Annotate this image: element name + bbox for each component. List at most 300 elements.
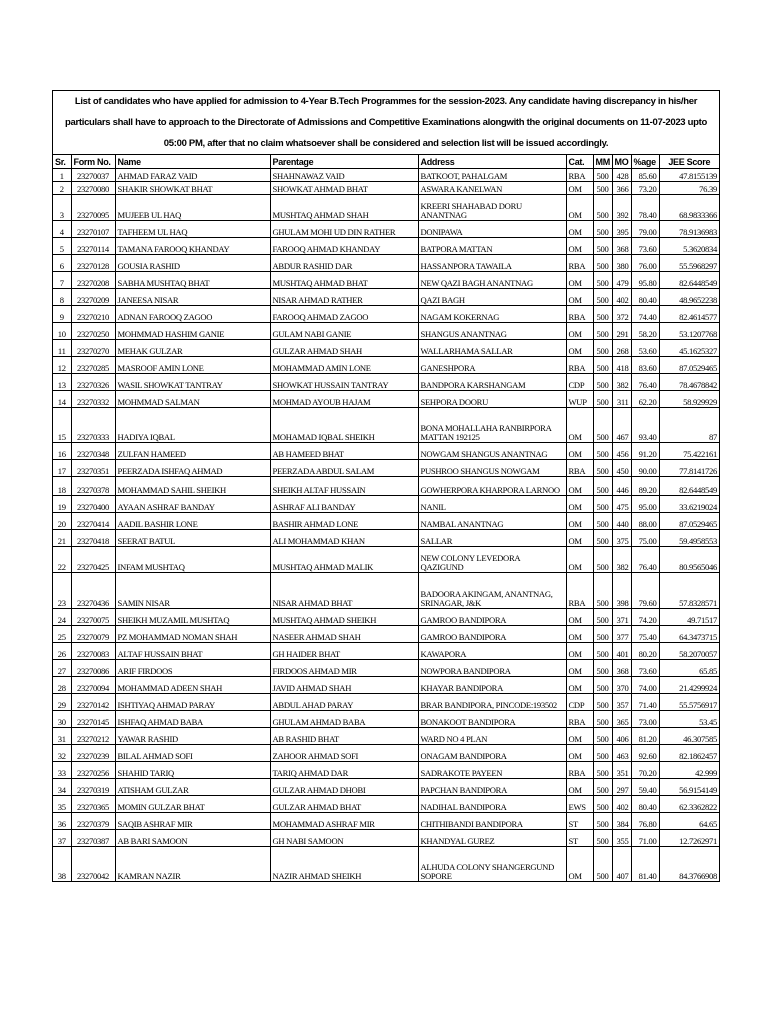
- cell-max-marks: 500: [593, 813, 612, 830]
- cell-address: NADIHAL BANDIPORA: [418, 796, 566, 813]
- cell-parentage: GULAM NABI GANIE: [270, 323, 418, 340]
- cell-address: NOWGAM SHANGUS ANANTNAG: [418, 443, 566, 460]
- candidates-table: [53, 154, 719, 881]
- cell-parentage: FIRDOOS AHMAD MIR: [270, 660, 418, 677]
- cell-marks-obtained: 463: [612, 745, 631, 762]
- cell-max-marks: 500: [593, 694, 612, 711]
- cell-form-no: 23270332: [71, 391, 115, 408]
- cell-jee-score: 87: [659, 408, 719, 443]
- table-row: [53, 847, 719, 881]
- cell-jee-score: 57.8328571: [659, 573, 719, 609]
- cell-jee-score: 55.5756917: [659, 694, 719, 711]
- cell-name: AYAAN ASHRAF BANDAY: [115, 496, 270, 513]
- cell-percentage: 76.40: [631, 374, 659, 391]
- cell-sr: 3: [53, 195, 71, 221]
- table-row: [53, 547, 719, 573]
- cell-category: OM: [566, 728, 593, 745]
- cell-percentage: 59.40: [631, 779, 659, 796]
- cell-category: RBA: [566, 762, 593, 779]
- cell-marks-obtained: 407: [612, 847, 631, 881]
- cell-sr: 22: [53, 547, 71, 573]
- cell-address: WALLARHAMA SALLAR: [418, 340, 566, 357]
- cell-parentage: AB HAMEED BHAT: [270, 443, 418, 460]
- cell-name: YAWAR RASHID: [115, 728, 270, 745]
- cell-form-no: 23270351: [71, 460, 115, 477]
- cell-name: MOHMMAD SALMAN: [115, 391, 270, 408]
- cell-address: SEHPORA DOORU: [418, 391, 566, 408]
- cell-marks-obtained: 375: [612, 530, 631, 547]
- cell-marks-obtained: 479: [612, 272, 631, 289]
- cell-parentage: GH HAIDER BHAT: [270, 643, 418, 660]
- cell-jee-score: 58.929929: [659, 391, 719, 408]
- cell-category: OM: [566, 660, 593, 677]
- cell-address: NAGAM KOKERNAG: [418, 306, 566, 323]
- cell-address: GANESHPORA: [418, 357, 566, 374]
- cell-category: OM: [566, 530, 593, 547]
- cell-address: GOWHERPORA KHARPORA LARNOO: [418, 477, 566, 496]
- cell-category: OM: [566, 443, 593, 460]
- cell-category: RBA: [566, 306, 593, 323]
- cell-address: KAWAPORA: [418, 643, 566, 660]
- cell-category: OM: [566, 289, 593, 306]
- cell-form-no: 23270239: [71, 745, 115, 762]
- cell-max-marks: 500: [593, 609, 612, 626]
- cell-form-no: 23270378: [71, 477, 115, 496]
- cell-parentage: TARIQ AHMAD DAR: [270, 762, 418, 779]
- cell-jee-score: 49.71517: [659, 609, 719, 626]
- cell-address: SADRAKOTE PAYEEN: [418, 762, 566, 779]
- cell-category: RBA: [566, 169, 593, 182]
- header-form-no: Form No.: [71, 155, 115, 169]
- cell-form-no: 23270094: [71, 677, 115, 694]
- table-row: [53, 195, 719, 221]
- cell-category: OM: [566, 496, 593, 513]
- cell-sr: 11: [53, 340, 71, 357]
- cell-max-marks: 500: [593, 323, 612, 340]
- cell-name: BILAL AHMAD SOFI: [115, 745, 270, 762]
- cell-max-marks: 500: [593, 289, 612, 306]
- table-row: [53, 711, 719, 728]
- cell-category: RBA: [566, 711, 593, 728]
- cell-category: OM: [566, 677, 593, 694]
- cell-jee-score: 59.4958553: [659, 530, 719, 547]
- cell-max-marks: 500: [593, 547, 612, 573]
- cell-category: OM: [566, 238, 593, 255]
- cell-marks-obtained: 311: [612, 391, 631, 408]
- cell-max-marks: 500: [593, 711, 612, 728]
- cell-parentage: SHOWKAT AHMAD BHAT: [270, 182, 418, 195]
- table-row: [53, 289, 719, 306]
- cell-sr: 34: [53, 779, 71, 796]
- cell-marks-obtained: 368: [612, 238, 631, 255]
- cell-marks-obtained: 384: [612, 813, 631, 830]
- cell-sr: 19: [53, 496, 71, 513]
- header-percentage: %age: [631, 155, 659, 169]
- cell-form-no: 23270365: [71, 796, 115, 813]
- cell-jee-score: 87.0529465: [659, 357, 719, 374]
- cell-category: EWS: [566, 796, 593, 813]
- cell-jee-score: 64.3473715: [659, 626, 719, 643]
- cell-sr: 32: [53, 745, 71, 762]
- cell-parentage: MUSHTAQ AHMAD SHAH: [270, 195, 418, 221]
- table-row: [53, 643, 719, 660]
- cell-sr: 36: [53, 813, 71, 830]
- cell-address: PUSHROO SHANGUS NOWGAM: [418, 460, 566, 477]
- cell-sr: 31: [53, 728, 71, 745]
- cell-category: CDP: [566, 374, 593, 391]
- cell-max-marks: 500: [593, 391, 612, 408]
- cell-parentage: SHOWKAT HUSSAIN TANTRAY: [270, 374, 418, 391]
- cell-jee-score: 80.9565046: [659, 547, 719, 573]
- cell-sr: 25: [53, 626, 71, 643]
- cell-percentage: 95.00: [631, 496, 659, 513]
- cell-jee-score: 82.4614577: [659, 306, 719, 323]
- cell-name: WASIL SHOWKAT TANTRAY: [115, 374, 270, 391]
- cell-parentage: SHEIKH ALTAF HUSSAIN: [270, 477, 418, 496]
- cell-marks-obtained: 355: [612, 830, 631, 847]
- candidate-list-document: [52, 90, 720, 882]
- cell-parentage: MOHAMMAD ASHRAF MIR: [270, 813, 418, 830]
- table-body: [53, 169, 719, 881]
- cell-form-no: 23270425: [71, 547, 115, 573]
- cell-category: OM: [566, 513, 593, 530]
- cell-form-no: 23270075: [71, 609, 115, 626]
- cell-jee-score: 65.85: [659, 660, 719, 677]
- cell-name: GOUSIA RASHID: [115, 255, 270, 272]
- cell-max-marks: 500: [593, 830, 612, 847]
- cell-percentage: 80.40: [631, 289, 659, 306]
- cell-form-no: 23270250: [71, 323, 115, 340]
- table-row: [53, 677, 719, 694]
- cell-name: MOHMMAD HASHIM GANIE: [115, 323, 270, 340]
- cell-jee-score: 77.8141726: [659, 460, 719, 477]
- cell-percentage: 92.60: [631, 745, 659, 762]
- cell-form-no: 23270418: [71, 530, 115, 547]
- cell-max-marks: 500: [593, 477, 612, 496]
- cell-max-marks: 500: [593, 762, 612, 779]
- cell-percentage: 53.60: [631, 340, 659, 357]
- cell-category: ST: [566, 830, 593, 847]
- header-sr: Sr.: [53, 155, 71, 169]
- cell-form-no: 23270145: [71, 711, 115, 728]
- cell-max-marks: 500: [593, 779, 612, 796]
- table-row: [53, 306, 719, 323]
- cell-marks-obtained: 446: [612, 477, 631, 496]
- cell-category: RBA: [566, 460, 593, 477]
- cell-percentage: 89.20: [631, 477, 659, 496]
- cell-address: NEW COLONY LEVEDORA QAZIGUND: [418, 547, 566, 573]
- cell-category: OM: [566, 340, 593, 357]
- cell-max-marks: 500: [593, 530, 612, 547]
- cell-marks-obtained: 428: [612, 169, 631, 182]
- notice-line-1: List of candidates who have applied for admission to 4-Year B.Tech Programmes for the session-2023. Any candidate having discrepancy in his/her: [74, 96, 698, 107]
- cell-jee-score: 46.307585: [659, 728, 719, 745]
- cell-address: NEW QAZI BAGH ANANTNAG: [418, 272, 566, 289]
- table-row: [53, 796, 719, 813]
- cell-max-marks: 500: [593, 238, 612, 255]
- cell-percentage: 80.20: [631, 643, 659, 660]
- cell-marks-obtained: 475: [612, 496, 631, 513]
- cell-jee-score: 12.7262971: [659, 830, 719, 847]
- cell-form-no: 23270128: [71, 255, 115, 272]
- cell-form-no: 23270285: [71, 357, 115, 374]
- cell-name: AHMAD FARAZ VAID: [115, 169, 270, 182]
- cell-sr: 20: [53, 513, 71, 530]
- cell-name: HADIYA IQBAL: [115, 408, 270, 443]
- notice-title: [53, 91, 719, 154]
- cell-sr: 5: [53, 238, 71, 255]
- cell-address: QAZI BAGH: [418, 289, 566, 306]
- table-row: [53, 626, 719, 643]
- cell-sr: 21: [53, 530, 71, 547]
- cell-form-no: 23270387: [71, 830, 115, 847]
- cell-category: OM: [566, 847, 593, 881]
- cell-form-no: 23270210: [71, 306, 115, 323]
- cell-sr: 18: [53, 477, 71, 496]
- cell-parentage: GH NABI SAMOON: [270, 830, 418, 847]
- cell-jee-score: 68.9833366: [659, 195, 719, 221]
- cell-form-no: 23270348: [71, 443, 115, 460]
- cell-jee-score: 5.3620834: [659, 238, 719, 255]
- cell-parentage: ALI MOHAMMAD KHAN: [270, 530, 418, 547]
- table-row: [53, 779, 719, 796]
- cell-marks-obtained: 401: [612, 643, 631, 660]
- cell-percentage: 90.00: [631, 460, 659, 477]
- cell-parentage: GULZAR AHMAD BHAT: [270, 796, 418, 813]
- cell-marks-obtained: 371: [612, 609, 631, 626]
- cell-category: OM: [566, 626, 593, 643]
- cell-parentage: GULZAR AHMAD SHAH: [270, 340, 418, 357]
- cell-percentage: 93.40: [631, 408, 659, 443]
- cell-form-no: 23270095: [71, 195, 115, 221]
- cell-category: RBA: [566, 573, 593, 609]
- cell-parentage: FAROOQ AHMAD KHANDAY: [270, 238, 418, 255]
- cell-marks-obtained: 297: [612, 779, 631, 796]
- cell-name: SHAHID TARIQ: [115, 762, 270, 779]
- cell-marks-obtained: 291: [612, 323, 631, 340]
- cell-max-marks: 500: [593, 182, 612, 195]
- cell-percentage: 71.00: [631, 830, 659, 847]
- cell-percentage: 75.00: [631, 530, 659, 547]
- cell-address: BONA MOHALLAHA RANBIRPORA MATTAN 192125: [418, 408, 566, 443]
- cell-jee-score: 21.4299924: [659, 677, 719, 694]
- cell-max-marks: 500: [593, 443, 612, 460]
- cell-category: CDP: [566, 694, 593, 711]
- cell-max-marks: 500: [593, 272, 612, 289]
- cell-address: SHANGUS ANANTNAG: [418, 323, 566, 340]
- table-row: [53, 182, 719, 195]
- cell-sr: 17: [53, 460, 71, 477]
- cell-name: MUJEEB UL HAQ: [115, 195, 270, 221]
- cell-sr: 7: [53, 272, 71, 289]
- cell-form-no: 23270414: [71, 513, 115, 530]
- cell-sr: 12: [53, 357, 71, 374]
- cell-sr: 13: [53, 374, 71, 391]
- cell-max-marks: 500: [593, 573, 612, 609]
- cell-category: OM: [566, 221, 593, 238]
- table-row: [53, 238, 719, 255]
- cell-marks-obtained: 382: [612, 374, 631, 391]
- cell-address: WARD NO 4 PLAN: [418, 728, 566, 745]
- cell-name: ISHTIYAQ AHMAD PARAY: [115, 694, 270, 711]
- cell-sr: 30: [53, 711, 71, 728]
- cell-jee-score: 82.1862457: [659, 745, 719, 762]
- cell-parentage: PEERZADA ABDUL SALAM: [270, 460, 418, 477]
- cell-category: OM: [566, 272, 593, 289]
- cell-jee-score: 48.9652238: [659, 289, 719, 306]
- cell-marks-obtained: 351: [612, 762, 631, 779]
- cell-jee-score: 53.1207768: [659, 323, 719, 340]
- cell-name: SHEIKH MUZAMIL MUSHTAQ: [115, 609, 270, 626]
- cell-percentage: 76.00: [631, 255, 659, 272]
- cell-name: SEERAT BATUL: [115, 530, 270, 547]
- cell-max-marks: 500: [593, 306, 612, 323]
- cell-jee-score: 42.999: [659, 762, 719, 779]
- cell-name: MEHAK GULZAR: [115, 340, 270, 357]
- cell-marks-obtained: 392: [612, 195, 631, 221]
- cell-sr: 9: [53, 306, 71, 323]
- cell-parentage: MUSHTAQ AHMAD SHEIKH: [270, 609, 418, 626]
- cell-jee-score: 82.6448549: [659, 272, 719, 289]
- table-row: [53, 609, 719, 626]
- cell-name: PZ MOHAMMAD NOMAN SHAH: [115, 626, 270, 643]
- cell-percentage: 78.40: [631, 195, 659, 221]
- cell-name: ARIF FIRDOOS: [115, 660, 270, 677]
- cell-jee-score: 56.9154149: [659, 779, 719, 796]
- cell-jee-score: 33.6219024: [659, 496, 719, 513]
- cell-name: SHAKIR SHOWKAT BHAT: [115, 182, 270, 195]
- cell-max-marks: 500: [593, 340, 612, 357]
- cell-marks-obtained: 395: [612, 221, 631, 238]
- notice-line-3: 05:00 PM, after that no claim whatsoever shall be considered and selection list will be issued accordingly.: [163, 138, 609, 149]
- cell-parentage: ZAHOOR AHMAD SOFI: [270, 745, 418, 762]
- cell-address: BADOORA AKINGAM, ANANTNAG, SRINAGAR, J&K: [418, 573, 566, 609]
- cell-form-no: 23270333: [71, 408, 115, 443]
- cell-name: ALTAF HUSSAIN BHAT: [115, 643, 270, 660]
- cell-sr: 38: [53, 847, 71, 881]
- cell-form-no: 23270270: [71, 340, 115, 357]
- cell-form-no: 23270212: [71, 728, 115, 745]
- cell-max-marks: 500: [593, 496, 612, 513]
- cell-marks-obtained: 450: [612, 460, 631, 477]
- cell-marks-obtained: 398: [612, 573, 631, 609]
- cell-percentage: 80.40: [631, 796, 659, 813]
- table-row: [53, 813, 719, 830]
- cell-category: OM: [566, 745, 593, 762]
- cell-percentage: 71.40: [631, 694, 659, 711]
- cell-max-marks: 500: [593, 408, 612, 443]
- cell-parentage: NAZIR AHMAD SHEIKH: [270, 847, 418, 881]
- cell-marks-obtained: 372: [612, 306, 631, 323]
- cell-parentage: ABDUR RASHID DAR: [270, 255, 418, 272]
- cell-form-no: 23270083: [71, 643, 115, 660]
- cell-percentage: 79.00: [631, 221, 659, 238]
- cell-max-marks: 500: [593, 847, 612, 881]
- cell-name: ZULFAN HAMEED: [115, 443, 270, 460]
- table-row: [53, 728, 719, 745]
- table-row: [53, 496, 719, 513]
- cell-marks-obtained: 456: [612, 443, 631, 460]
- cell-max-marks: 500: [593, 221, 612, 238]
- cell-name: MOHAMMAD SAHIL SHEIKH: [115, 477, 270, 496]
- cell-sr: 16: [53, 443, 71, 460]
- cell-name: AB BARI SAMOON: [115, 830, 270, 847]
- cell-parentage: NISAR AHMAD RATHER: [270, 289, 418, 306]
- cell-address: BATKOOT, PAHALGAM: [418, 169, 566, 182]
- cell-address: KHANDYAL GUREZ: [418, 830, 566, 847]
- table-row: [53, 830, 719, 847]
- table-row: [53, 357, 719, 374]
- header-parentage: Parentage: [270, 155, 418, 169]
- cell-form-no: 23270080: [71, 182, 115, 195]
- cell-form-no: 23270079: [71, 626, 115, 643]
- cell-sr: 2: [53, 182, 71, 195]
- table-row: [53, 745, 719, 762]
- cell-form-no: 23270319: [71, 779, 115, 796]
- cell-parentage: ASHRAF ALI BANDAY: [270, 496, 418, 513]
- cell-percentage: 58.20: [631, 323, 659, 340]
- cell-address: CHITHIBANDI BANDIPORA: [418, 813, 566, 830]
- cell-name: SAQIB ASHRAF MIR: [115, 813, 270, 830]
- cell-marks-obtained: 370: [612, 677, 631, 694]
- cell-max-marks: 500: [593, 745, 612, 762]
- cell-name: KAMRAN NAZIR: [115, 847, 270, 881]
- cell-address: SALLAR: [418, 530, 566, 547]
- cell-name: ISHFAQ AHMAD BABA: [115, 711, 270, 728]
- cell-marks-obtained: 365: [612, 711, 631, 728]
- cell-jee-score: 45.1625327: [659, 340, 719, 357]
- cell-percentage: 83.60: [631, 357, 659, 374]
- cell-address: BONAKOOT BANDIPORA: [418, 711, 566, 728]
- cell-jee-score: 78.4678842: [659, 374, 719, 391]
- cell-percentage: 73.60: [631, 238, 659, 255]
- cell-form-no: 23270209: [71, 289, 115, 306]
- cell-category: OM: [566, 408, 593, 443]
- cell-address: DONIPAWA: [418, 221, 566, 238]
- cell-form-no: 23270142: [71, 694, 115, 711]
- cell-marks-obtained: 366: [612, 182, 631, 195]
- cell-sr: 33: [53, 762, 71, 779]
- cell-parentage: BASHIR AHMAD LONE: [270, 513, 418, 530]
- table-row: [53, 169, 719, 182]
- cell-sr: 37: [53, 830, 71, 847]
- cell-sr: 27: [53, 660, 71, 677]
- cell-marks-obtained: 402: [612, 796, 631, 813]
- cell-max-marks: 500: [593, 728, 612, 745]
- cell-category: OM: [566, 547, 593, 573]
- cell-address: HASSANPORA TAWAILA: [418, 255, 566, 272]
- cell-name: SABHA MUSHTAQ BHAT: [115, 272, 270, 289]
- cell-name: PEERZADA ISHFAQ AHMAD: [115, 460, 270, 477]
- cell-jee-score: 76.39: [659, 182, 719, 195]
- cell-category: OM: [566, 182, 593, 195]
- header-cat: Cat.: [566, 155, 593, 169]
- cell-category: OM: [566, 477, 593, 496]
- cell-name: SAMIN NISAR: [115, 573, 270, 609]
- cell-category: OM: [566, 323, 593, 340]
- cell-percentage: 81.20: [631, 728, 659, 745]
- table-row: [53, 762, 719, 779]
- cell-address: ASWARA KANELWAN: [418, 182, 566, 195]
- table-row: [53, 272, 719, 289]
- cell-marks-obtained: 382: [612, 547, 631, 573]
- cell-max-marks: 500: [593, 357, 612, 374]
- cell-sr: 28: [53, 677, 71, 694]
- table-row: [53, 460, 719, 477]
- cell-max-marks: 500: [593, 626, 612, 643]
- table-row: [53, 530, 719, 547]
- cell-marks-obtained: 380: [612, 255, 631, 272]
